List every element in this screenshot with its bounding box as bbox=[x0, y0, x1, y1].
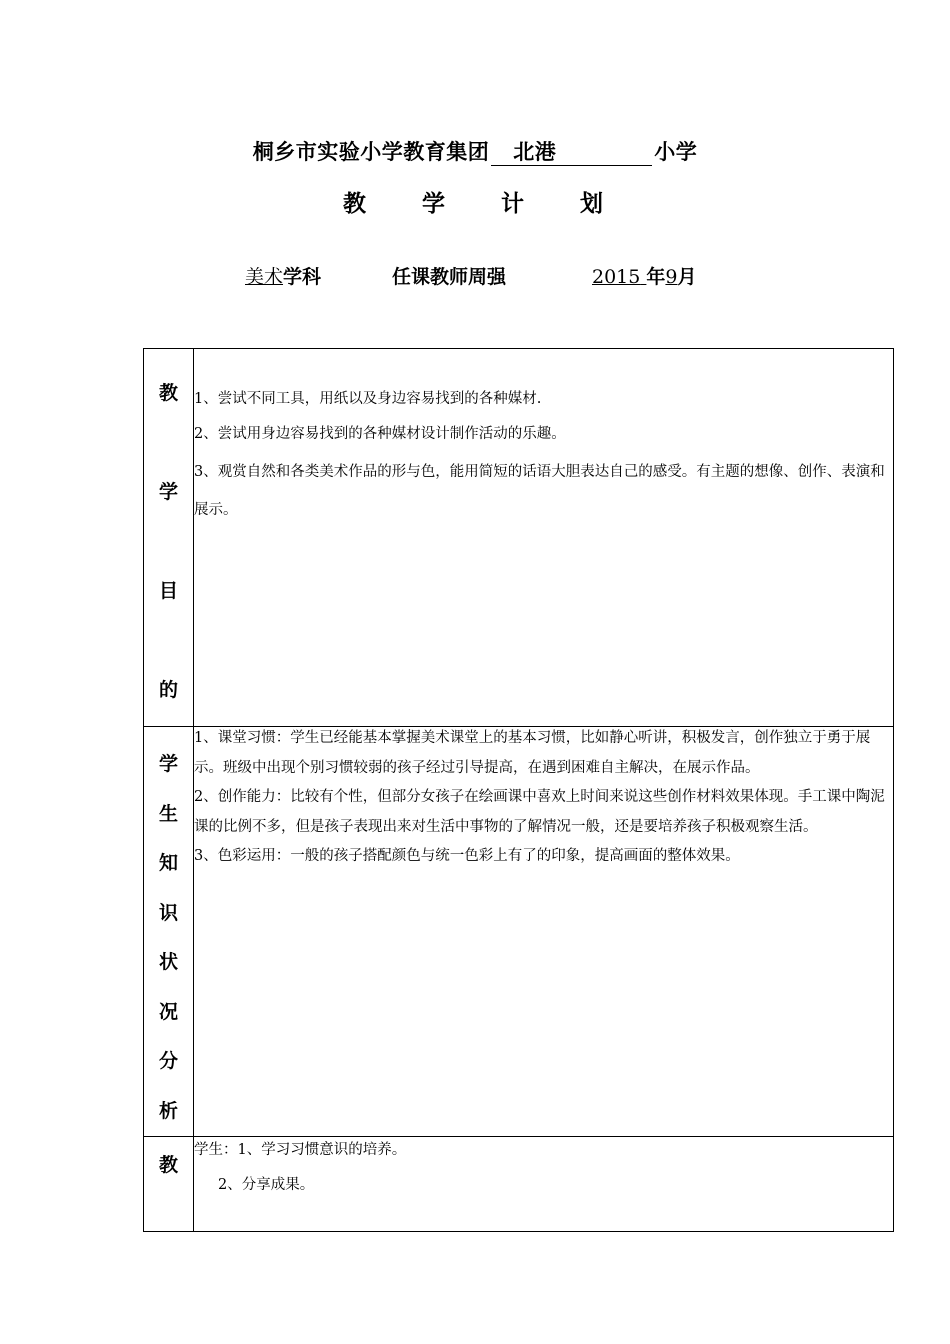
month-unit: 月 bbox=[677, 266, 697, 288]
section-content-objectives bbox=[194, 349, 894, 727]
label-char: 况 bbox=[158, 1000, 178, 1023]
label-char: 学 bbox=[158, 481, 178, 503]
year-value: 2015 bbox=[592, 266, 641, 288]
label-char: 生 bbox=[158, 802, 178, 825]
school-name: 北港 bbox=[491, 139, 652, 166]
label-char: 教 bbox=[158, 382, 178, 404]
section-row-teaching bbox=[144, 1137, 894, 1232]
label-char: 目 bbox=[158, 580, 178, 602]
section-content-teaching bbox=[194, 1137, 894, 1232]
label-char: 的 bbox=[158, 679, 178, 701]
label-char: 学 bbox=[158, 753, 178, 775]
label-char: 析 bbox=[158, 1099, 178, 1122]
month-value: 9 bbox=[665, 266, 678, 288]
label-char: 状 bbox=[158, 951, 178, 973]
date-line bbox=[592, 262, 697, 292]
subject-suffix: 学科 bbox=[283, 266, 322, 288]
section-label-objectives bbox=[144, 349, 194, 727]
school-prefix: 桐乡市实验小学教育集团 bbox=[252, 140, 490, 164]
plan-table bbox=[143, 348, 894, 1232]
content-line: 3、观赏自然和各类美术作品的形与色，能用简短的话语大胆表达自己的感受。有主题的想像、创作、表演和展示。 bbox=[194, 464, 885, 518]
section-row-objectives bbox=[144, 349, 894, 727]
content-line: 2、创作能力：比较有个性，但部分女孩子在绘画课中喜欢上时间来说这些创作材料效果体现。手工课中陶泥课的比例不多，但是孩子表现出来对生活中事物的了解情况一般，还是要培养孩子积极观察生活。 bbox=[194, 789, 885, 835]
label-char: 分 bbox=[158, 1050, 178, 1072]
section-label-teaching bbox=[144, 1137, 194, 1232]
section-row-analysis bbox=[144, 727, 894, 1137]
content-line: 1、尝试不同工具，用纸以及身边容易找到的各种媒材. bbox=[194, 391, 542, 407]
label-char: 识 bbox=[158, 901, 178, 924]
page-title: 教 学 计 划 bbox=[342, 191, 628, 217]
teacher-label: 任课教师 bbox=[392, 266, 469, 288]
year-unit: 年 bbox=[646, 266, 666, 288]
section-label-analysis bbox=[144, 727, 194, 1137]
label-char: 知 bbox=[158, 852, 178, 874]
school-header bbox=[0, 136, 950, 166]
content-line: 2、尝试用身边容易找到的各种媒材设计制作活动的乐趣。 bbox=[194, 426, 566, 442]
subject-value: 美术 bbox=[245, 266, 284, 288]
content-line: 学生：1、学习习惯意识的培养。 bbox=[194, 1142, 407, 1158]
section-content-analysis bbox=[194, 727, 894, 1137]
label-char: 教 bbox=[158, 1154, 178, 1176]
teacher-name: 周强 bbox=[468, 266, 507, 288]
content-line: 1、课堂习惯：学生已经能基本掌握美术课堂上的基本习惯，比如静心听讲，积极发言，创作独立于勇于展示。班级中出现个别习惯较弱的孩子经过引导提高，在遇到困难自主解决，在展示作品。 bbox=[194, 730, 871, 776]
school-suffix: 小学 bbox=[654, 140, 698, 164]
teacher-line bbox=[392, 262, 506, 292]
subject-line bbox=[245, 262, 321, 292]
content-line: 2、分享成果。 bbox=[218, 1177, 315, 1193]
content-line: 3、色彩运用：一般的孩子搭配颜色与统一色彩上有了的印象，提高画面的整体效果。 bbox=[194, 848, 740, 864]
